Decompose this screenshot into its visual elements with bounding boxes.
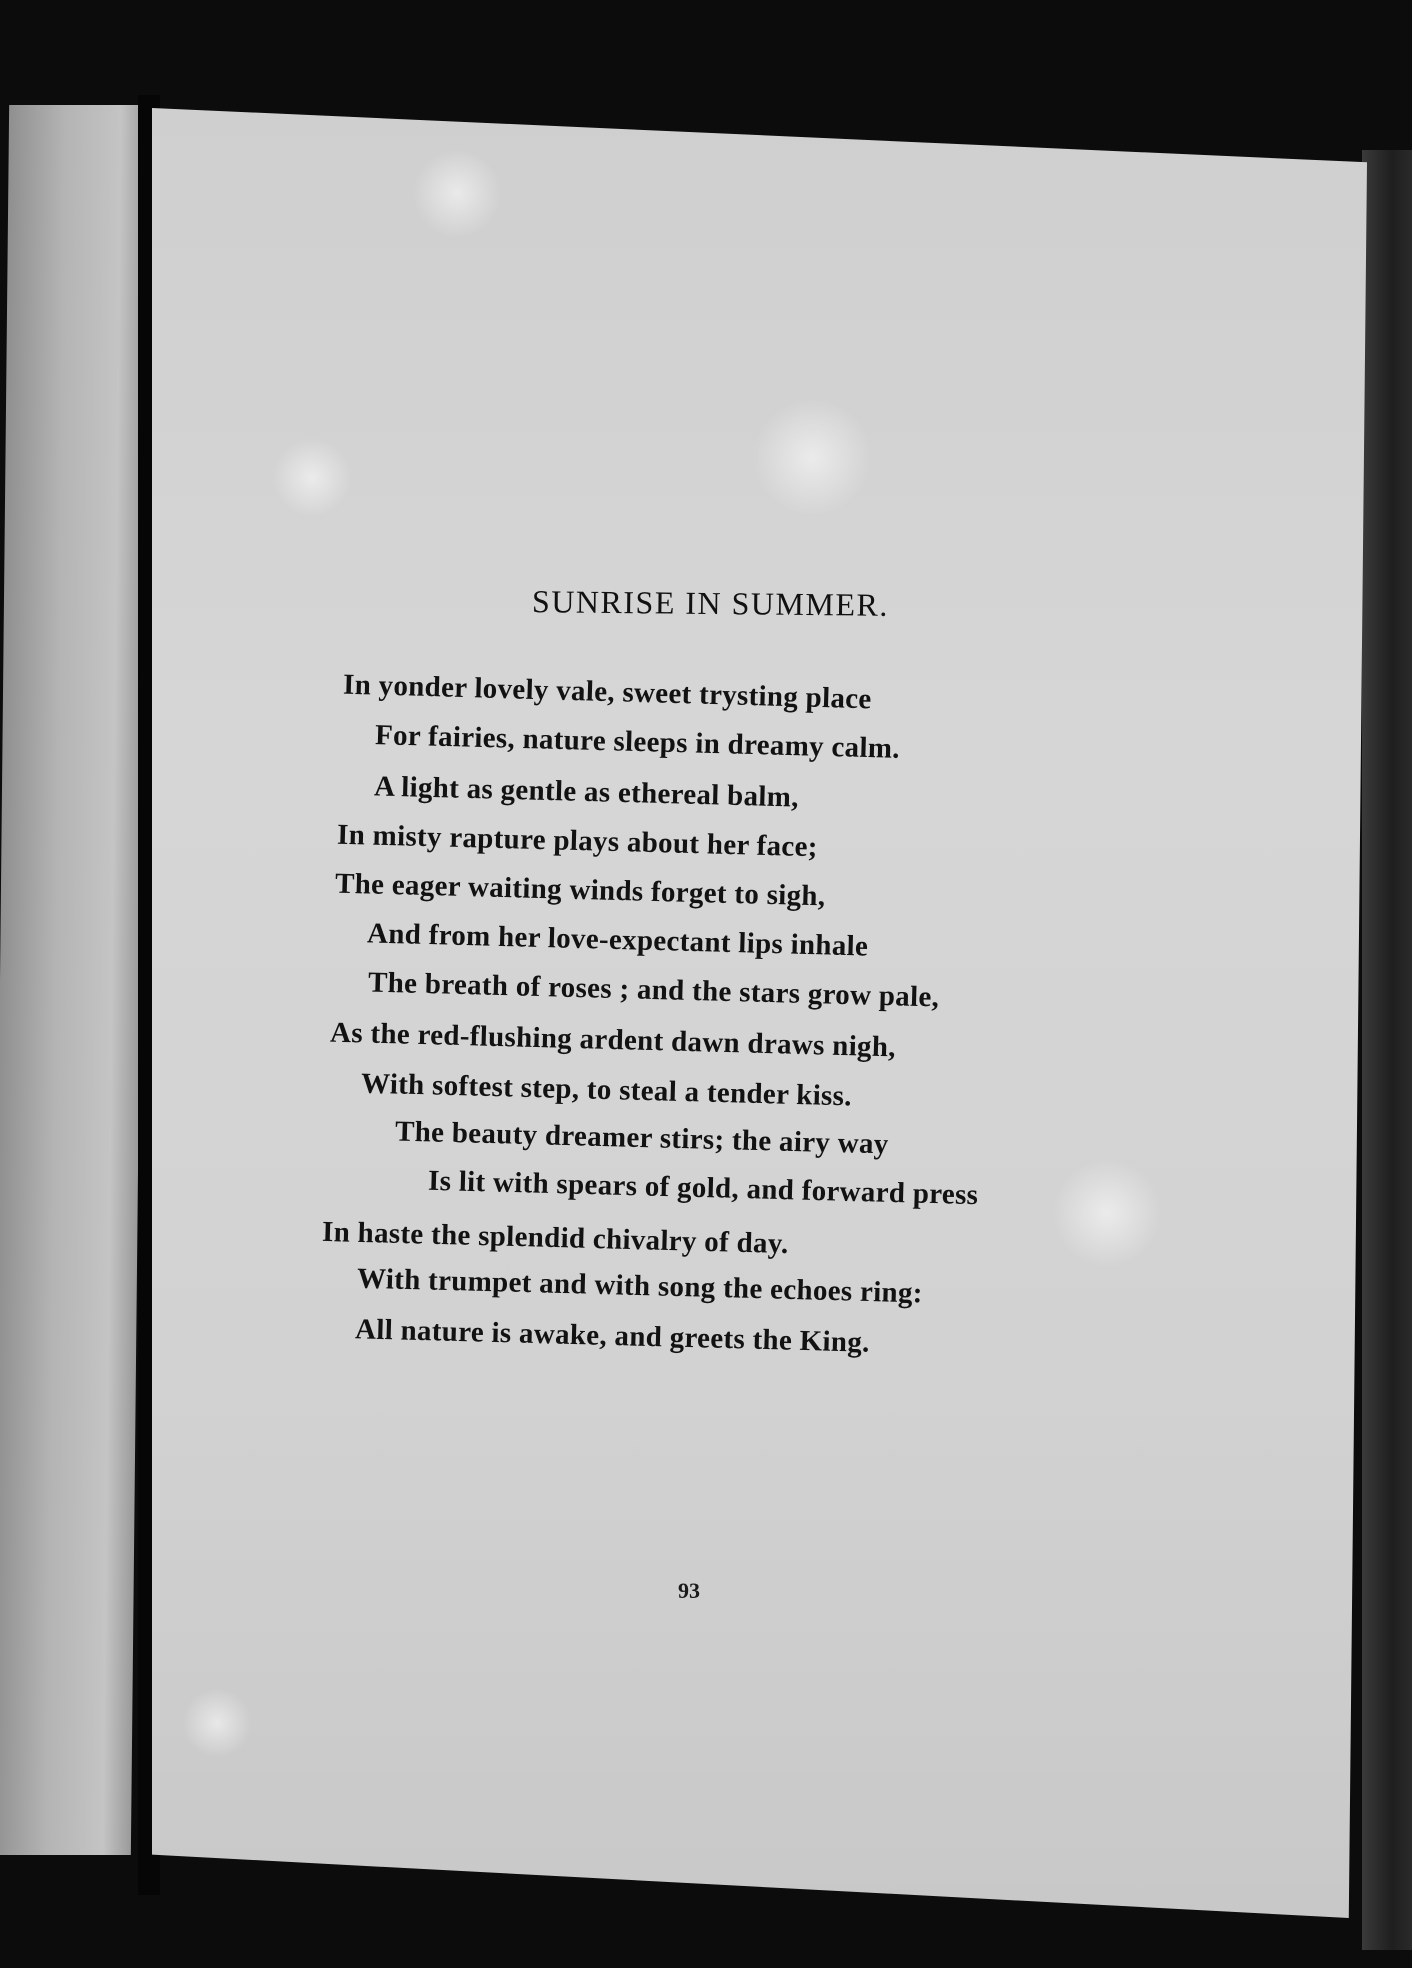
paper-speck (182, 1688, 252, 1758)
book-page (152, 108, 1367, 1918)
poem-line-2: For fairies, nature sleeps in dreamy calm. (374, 719, 901, 765)
poem-line-10: The beauty dreamer stirs; the airy way (394, 1115, 889, 1161)
poem-line-11: Is lit with spears of gold, and forward press (427, 1164, 979, 1212)
poem-line-13: With trumpet and with song the echoes ring: (356, 1262, 924, 1310)
poem-line-5: The eager waiting winds forget to sigh, (334, 867, 826, 913)
paper-speck (752, 398, 872, 518)
page-number: 93 (678, 1578, 700, 1603)
poem-line-9: With softest step, to steal a tender kiss. (360, 1067, 853, 1113)
paper-speck (1052, 1158, 1162, 1268)
poem-title: SUNRISE IN SUMMER. (531, 583, 890, 623)
paper-speck (412, 148, 502, 238)
poem-line-4: In misty rapture plays about her face; (336, 818, 819, 864)
poem-line-12: In haste the splendid chivalry of day. (321, 1215, 789, 1261)
facing-page-edge (0, 105, 149, 1855)
poem-line-8: As the red-flushing ardent dawn draws nigh, (329, 1016, 897, 1064)
poem-line-7: The breath of roses ; and the stars grow pale, (367, 966, 940, 1014)
poem-line-14: All nature is awake, and greets the King. (354, 1313, 871, 1359)
poem-line-3: A light as gentle as ethereal balm, (373, 770, 800, 814)
paper-speck (272, 438, 352, 518)
page-stack-edge (1362, 150, 1412, 1950)
poem-line-6: And from her love-expectant lips inhale (366, 917, 869, 963)
poem-line-1: In yonder lovely vale, sweet trysting place (342, 668, 873, 716)
